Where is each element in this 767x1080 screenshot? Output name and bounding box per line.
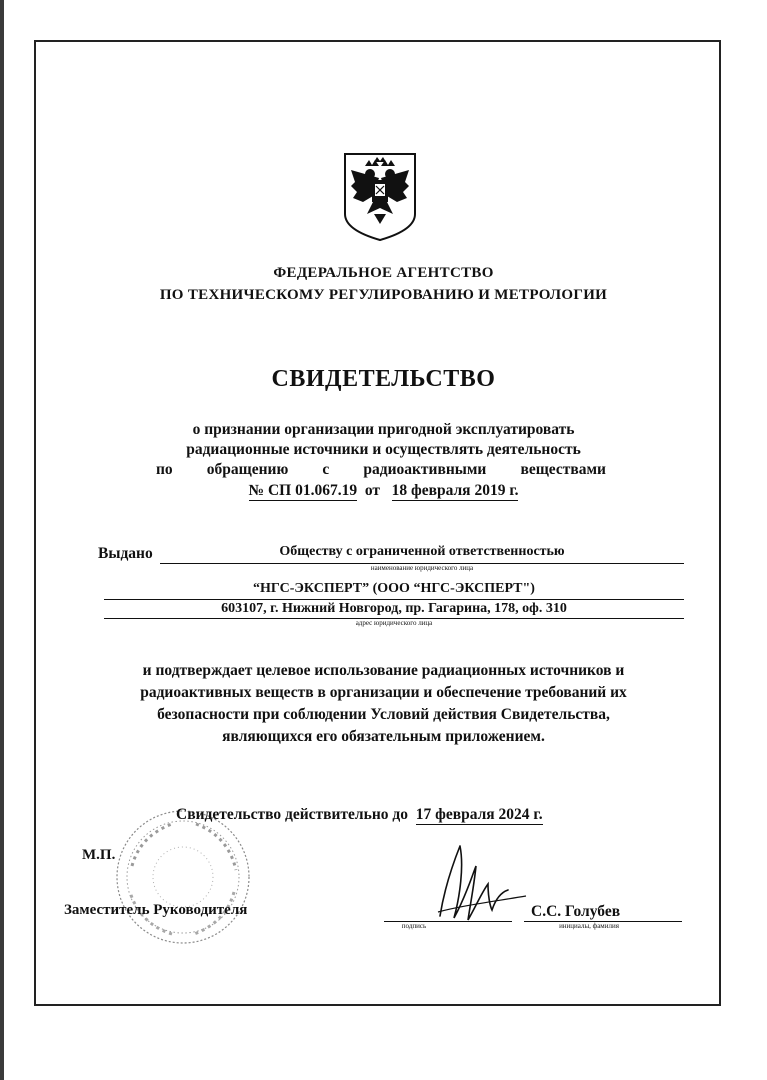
validity-text: Свидетельство действительно до — [176, 806, 408, 823]
subtitle-word: радиоактивными — [363, 461, 487, 478]
org-line2: “НГС-ЭКСПЕРТ” (ООО “НГС-ЭКСПЕРТ") — [253, 581, 535, 596]
certificate-number-line — [0, 482, 767, 500]
name-caption: инициалы, фамилия — [559, 922, 619, 930]
subtitle-line3 — [156, 461, 606, 479]
certificate-number: СП 01.067.19 — [267, 482, 358, 499]
org-caption: наименование юридического лица — [370, 564, 474, 572]
confirmation-line4: являющихся его обязательным приложением. — [222, 728, 545, 745]
validity-line — [176, 806, 543, 824]
subtitle-line1: о признании организации пригодной эксплуатировать — [192, 421, 575, 438]
confirmation-line2: радиоактивных веществ в организации и обеспечение требований их — [140, 684, 627, 701]
confirmation-line3: безопасности при соблюдении Условий действия Свидетельства, — [157, 706, 610, 723]
confirmation-line1: и подтверждает целевое использование радиационных источников и — [142, 662, 625, 679]
agency-name-line2: ПО ТЕХНИЧЕСКОМУ РЕГУЛИРОВАНИЮ И МЕТРОЛОГИИ — [159, 287, 608, 303]
address-caption: адрес юридического лица — [355, 619, 433, 627]
handwritten-signature-icon — [430, 836, 530, 928]
validity-date: 17 февраля 2024 г. — [415, 806, 543, 823]
subtitle-word: по — [156, 461, 173, 478]
date-prefix: от — [364, 482, 380, 499]
subtitle-word: с — [322, 461, 330, 478]
page-edge-bar — [0, 0, 4, 1080]
coat-of-arms-icon — [343, 152, 417, 242]
org-line1: Обществу с ограниченной ответственностью — [279, 544, 565, 559]
signature-caption: подпись — [401, 922, 427, 930]
number-sign: № СП 01.067.19 — [248, 482, 358, 499]
issued-label: Выдано — [98, 545, 153, 562]
document-title: СВИДЕТЕЛЬСТВО — [271, 366, 496, 392]
signatory-position: Заместитель Руководителя — [64, 902, 248, 918]
subtitle-word: веществами — [520, 461, 606, 478]
subtitle-line2: радиационные источники и осуществлять деятельность — [186, 441, 581, 458]
signatory-name: С.С. Голубев — [531, 903, 621, 920]
agency-name-line1: ФЕДЕРАЛЬНОЕ АГЕНТСТВО — [273, 265, 494, 281]
stamp-label: М.П. — [82, 847, 116, 863]
round-seal-icon — [112, 806, 254, 948]
issue-date: 18 февраля 2019 г. — [391, 482, 519, 499]
subtitle-word: обращению — [206, 461, 289, 478]
org-address: 603107, г. Нижний Новгород, пр. Гагарина, 178, оф. 310 — [221, 601, 567, 616]
org-line2-rule — [104, 599, 684, 600]
